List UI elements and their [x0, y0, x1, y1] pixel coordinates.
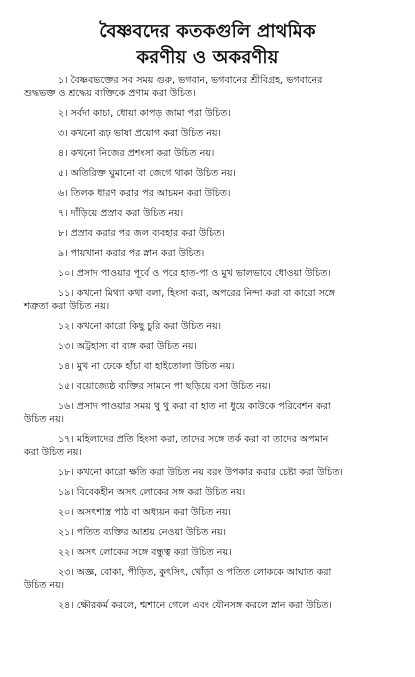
rule-text: ১। বৈষ্ণবভক্তের সব সময় গুরু, ভগবান, ভগবানের শ্রীবিগ্রহ, ভগবানের [58, 75, 323, 86]
rule-item [24, 320, 392, 333]
rule-text: ১৫। বয়োজ্যেষ্ঠ ব্যক্তির সামনে পা ছড়িয়ে বসা উচিত নয়। [58, 381, 271, 392]
rule-text: ১১। কখনো মিথ্যা কথা বলা, হিংসা করা, অপরের নিন্দা করা বা কারো সঙ্গে [58, 288, 335, 299]
rule-text: ৫। অতিরিক্ত ঘুমানো বা জেগে থাকা উচিত নয়। [58, 168, 236, 179]
document-title-line-2: করণীয় ও অকরণীয় [136, 47, 279, 68]
rule-text: ১৪। মুখ না ঢেকে হাঁচা বা হাইতোলা উচিত নয়। [58, 361, 235, 372]
rule-item [24, 107, 392, 120]
rule-text-continuation: করা উচিত নয়। [24, 447, 82, 458]
rule-text: ৩। কখনো রূঢ় ভাষা প্রয়োগ করা উচিত নয়। [58, 128, 221, 139]
rule-item [24, 207, 392, 220]
rule-text-continuation: উচিত নয়। [24, 414, 65, 425]
rule-item [24, 247, 392, 260]
rule-text: ১৯। বিবেকহীন অসৎ লোকের সঙ্গ করা উচিত নয়। [58, 487, 246, 498]
rule-text: ৯। পায়খানা করার পর স্নান করা উচিত। [58, 248, 205, 259]
rule-text: ৬। তিলক ধারণ করার পর আচমন করা উচিত। [58, 188, 231, 199]
rule-item [24, 546, 392, 559]
rule-text: ২। সর্বদা কাচা, ধোয়া কাপড় জামা পরা উচিত। [58, 108, 231, 119]
rule-text: ১৩। অট্টহাস্য বা ব্যঙ্গ করা উচিত নয়। [58, 341, 197, 352]
rule-item [24, 599, 392, 612]
rule-text: ৮। প্রস্রাব করার পর জল ব্যবহার করা উচিত। [58, 228, 225, 239]
rule-text: ১৭। মহিলাদের প্রতি হিংসা করা, তাদের সঙ্গে তর্ক করা বা তাদের অপমান [58, 434, 329, 445]
rule-item [24, 400, 392, 426]
rule-text: ২২। অসৎ লোকের সঙ্গে বন্ধুত্ব করা উচিত নয়। [58, 547, 232, 558]
rule-text: ১৬। প্রসাদ পাওয়ার সময় থু থু করা বা হাত না ধুয়ে কাউকে পরিবেশন করা [58, 401, 331, 412]
rule-item [24, 526, 392, 539]
rule-text: ৪। কখনো নিজের প্রশংসা করা উচিত নয়। [58, 148, 215, 159]
rule-item [24, 227, 392, 240]
rule-text-continuation: উচিত নয়। [24, 580, 65, 591]
rule-item [24, 147, 392, 160]
rule-item [24, 187, 392, 200]
rule-item [24, 167, 392, 180]
document-title-line-1: বৈষ্ণবদের কতকগুলি প্রাথমিক [99, 21, 316, 42]
rule-text: ২৩। অজ্ঞ, বোকা, পীড়িত, কুৎসিৎ, খোঁড়া ও পতিত লোককে আঘাত করা [58, 567, 332, 578]
rule-text: ১৮। কখনো কারো ক্ষতি করা উচিত নয় বরং উপকার করার চেষ্টা করা উচিত। [58, 467, 343, 478]
rule-item [24, 287, 392, 313]
rule-item [24, 566, 392, 592]
rule-text: ৭। দাঁড়িয়ে প্রস্রাব করা উচিত নয়। [58, 208, 184, 219]
rules-list [24, 74, 392, 619]
rule-item [24, 506, 392, 519]
rule-item [24, 466, 392, 479]
rule-text: ২৪। ক্ষৌরকর্ম করলে, শ্মশানে গেলে এবং যৌনসঙ্গ করলে স্নান করা উচিত। [58, 600, 332, 611]
rule-text: ২১। পতিত ব্যক্তির আশ্রয় নেওয়া উচিত নয়। [58, 527, 226, 538]
rule-item [24, 380, 392, 393]
rule-text: ১০। প্রসাদ পাওয়ার পূর্বে ও পরে হাত-পা ও মুখ ভালভাবে ধোওয়া উচিত। [58, 268, 331, 279]
rule-text: ২০। অসৎশাস্ত্র পাঠ বা অধ্যয়ন করা উচিত নয়। [58, 507, 231, 518]
rule-item [24, 340, 392, 353]
rule-item [24, 267, 392, 280]
rule-item [24, 127, 392, 140]
rule-text-continuation: শত্রুতা করা উচিত নয়। [24, 301, 110, 312]
rule-item [24, 74, 392, 100]
rule-item [24, 486, 392, 499]
rule-item [24, 360, 392, 373]
rule-item [24, 433, 392, 459]
rule-text-continuation: শুদ্ধভক্ত ও শ্রদ্ধেয় ব্যক্তিকে প্রণাম করা উচিত। [24, 88, 196, 99]
rule-text: ১২। কখনো কারো কিছু চুরি করা উচিত নয়। [58, 321, 222, 332]
